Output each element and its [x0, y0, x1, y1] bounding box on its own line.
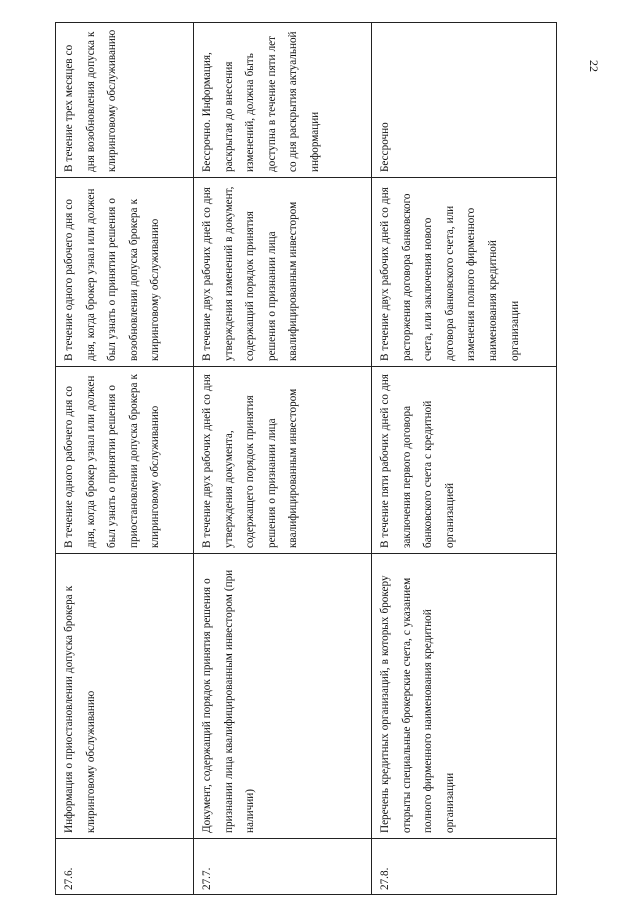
storage-term-cell [194, 23, 371, 178]
row-number-cell [56, 839, 193, 895]
row-number-cell [194, 839, 371, 895]
initial-term-cell [194, 367, 371, 554]
cell-text: В течение одного рабочего дня со дня, когда брокер узнал или должен был узнать о принятии решения о возобновлении допуска брокера к клиринговому обслуживанию [63, 188, 162, 361]
cell-text: В течение двух рабочих дней со дня расторжения договора банковского счета, или заключения нового договора банковского счета, или изменения полного фирменного наименования кредитной организации [379, 187, 521, 361]
disclosure-table [55, 22, 557, 895]
cell-text: В течение трех месяцев со дня возобновления допуска к клиринговому обслуживанию [63, 29, 119, 172]
info-cell [194, 554, 371, 839]
table-row [372, 23, 557, 894]
cell-text: В течение пяти рабочих дней со дня заключения первого договора банковского счета с кредитной организацией [379, 374, 456, 548]
initial-term-cell [372, 367, 557, 554]
cell-text: В течение одного рабочего дня со дня, когда брокер узнал или должен был узнать о принятии решения о приостановлении допуска брокера к клиринговому обслуживанию [63, 374, 162, 548]
change-term-cell [194, 178, 371, 367]
change-term-cell [56, 178, 193, 367]
cell-text: Перечень кредитных организаций, в которых брокеру открыты специальные брокерские счета, с указанием полного фирменного наименования кредитной организации [379, 575, 456, 833]
row-number: 27.6. [63, 867, 75, 890]
cell-text: В течение двух рабочих дней со дня утверждения документа, содержащего порядок принятия решения о признании лица квалифицированным инвестором [201, 374, 300, 548]
page-number: 22 [587, 60, 601, 72]
row-number: 27.8. [379, 867, 391, 890]
initial-term-cell [56, 367, 193, 554]
cell-text: Документ, содержащий порядок принятия решения о признании лица квалифицированным инвестором (при наличии) [201, 569, 257, 833]
table-row [56, 23, 194, 894]
cell-text: В течение двух рабочих дней со дня утверждения изменений в документ, содержащий порядок принятия решения о признании лица квалифицированным инвестором [201, 186, 300, 361]
change-term-cell [372, 178, 557, 367]
cell-text: Бессрочно [379, 122, 391, 172]
row-number-cell [372, 839, 557, 895]
row-number: 27.7. [201, 867, 213, 890]
storage-term-cell [56, 23, 193, 178]
cell-text: Информация о приостановлении допуска брокера к клиринговому обслуживанию [63, 585, 97, 833]
table-row [194, 23, 372, 894]
info-cell [56, 554, 193, 839]
cell-text: Бессрочно. Информация, раскрытая до внесения изменений, должна быть доступна в течение пяти лет со дня раскрытия актуальной информации [201, 31, 321, 172]
info-cell [372, 554, 557, 839]
storage-term-cell [372, 23, 557, 178]
